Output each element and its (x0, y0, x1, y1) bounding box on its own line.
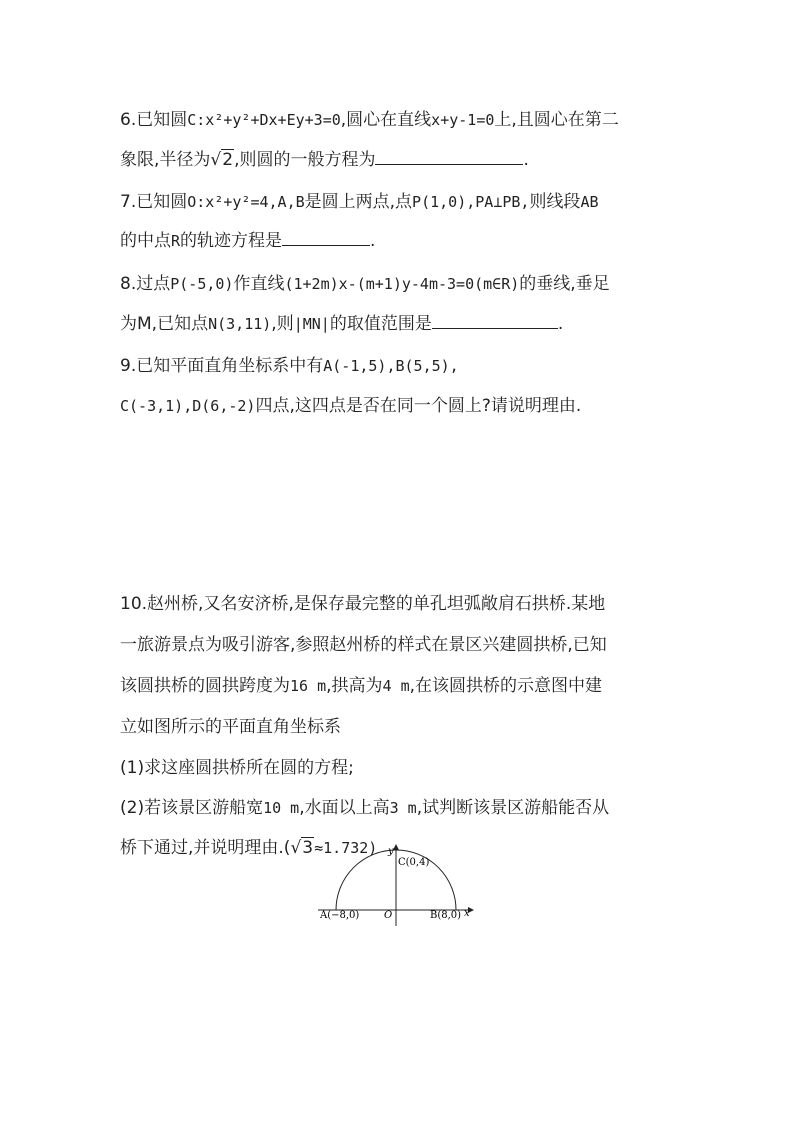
y-axis-arrow-icon (393, 844, 399, 850)
q9-text-a: 9.已知平面直角坐标系中有 (120, 356, 324, 376)
q10-span-value: 16 m (290, 677, 327, 695)
q10-boat-height: 3 m (389, 799, 417, 817)
q8-text-a: 8.过点 (120, 274, 171, 294)
q9-text-b: 四点,这四点是否在同一个圆上?请说明理由. (255, 396, 582, 416)
q9-points-ab: A(-1,5),B(5,5), (323, 357, 459, 375)
q7-text-d: 的中点 (120, 231, 171, 251)
q7-point-r: R (171, 232, 181, 250)
q10-line1: 10.赵州桥,又名安济桥,是保存最完整的单孔坦弧敞肩石拱桥.某地 (120, 594, 606, 614)
q7-period: . (370, 231, 376, 251)
q8-line2 (120, 312, 563, 336)
q10-line3 (120, 674, 602, 698)
origin-label: O (384, 910, 393, 921)
q7-line2 (120, 229, 375, 253)
q10-text-g: 桥下通过,并说明理由.( (120, 838, 291, 858)
q10-boat-width: 10 m (263, 799, 300, 817)
q6-radicand: 2 (222, 150, 234, 170)
q6-text-b: ,圆心在直线 (340, 110, 432, 130)
q10-radicand: 3 (302, 838, 314, 858)
q7-text-a: 7.已知圆 (120, 192, 188, 212)
q10-text-c: ,在该圆拱桥的示意图中建 (409, 676, 603, 696)
q8-answer-blank[interactable] (432, 312, 558, 329)
q7-circle-equation: O:x²+y²=4,A,B (187, 193, 305, 211)
q8-text-f: 的取值范围是 (329, 314, 432, 334)
q8-text-c: 的垂线,垂足 (519, 274, 610, 294)
q8-text-d: 为M,已知点 (120, 314, 209, 334)
y-axis-label: y (388, 846, 394, 857)
q9-points-cd: C(-3,1),D(6,-2) (120, 397, 256, 415)
q6-text-a: 6.已知圆 (120, 110, 188, 130)
q10-subq1: (1)求这座圆拱桥所在圆的方程; (120, 758, 354, 778)
q7-answer-blank[interactable] (282, 229, 370, 246)
q8-point-p: P(-5,0) (170, 275, 234, 293)
q9-line2 (120, 394, 581, 418)
q7-text-c: 则线段 (529, 192, 581, 212)
q10-line2: 一旅游景点为吸引游客,参照赵州桥的样式在景区兴建圆拱桥,已知 (120, 635, 607, 655)
point-c-label: C(0,4) (398, 857, 430, 868)
q6-period: . (523, 150, 529, 170)
q7-text-b: 是圆上两点,点 (304, 192, 413, 212)
q7-segment-ab: AB (580, 193, 599, 211)
q6-circle-equation: C:x²+y²+Dx+Ey+3=0 (187, 111, 341, 129)
point-b-label: B(8,0) (430, 910, 462, 921)
q10-approx-value: ≈1.732) (314, 839, 378, 857)
q6-text-c: 上,且圆心在第二 (494, 110, 619, 130)
q6-text-e: ,则圆的一般方程为 (234, 150, 376, 170)
q6-text-d: 象限,半径为 (120, 150, 211, 170)
arch-bridge-figure (318, 842, 480, 926)
q8-period: . (557, 314, 564, 334)
q10-text-f: ,试判断该景区游船能否从 (416, 798, 610, 818)
q6-answer-blank[interactable] (375, 148, 523, 165)
q8-text-b: 作直线 (233, 274, 285, 294)
q10-subq2-line1 (120, 796, 609, 820)
q7-point-p: P(1,0),PA⊥PB, (412, 193, 530, 211)
sqrt-symbol: √2 (210, 150, 234, 170)
sqrt-symbol: √3 (290, 838, 314, 858)
q9-line1 (120, 354, 459, 378)
q10-text-d: (2)若该景区游船宽 (120, 798, 264, 818)
q8-mn-abs: |MN| (293, 315, 330, 333)
q10-height-value: 4 m (382, 677, 410, 695)
q10-text-b: ,拱高为 (326, 676, 383, 696)
q8-text-e: ,则 (271, 314, 294, 334)
q8-line1 (120, 272, 610, 296)
q7-text-e: 的轨迹方程是 (180, 231, 283, 251)
q6-line-equation: x+y-1=0 (431, 111, 495, 129)
q6-line2 (120, 148, 529, 172)
q8-line-equation: (1+2m)x-(m+1)y-4m-3=0(m∈R) (284, 275, 520, 293)
q7-line1 (120, 190, 599, 214)
x-axis-label: x (464, 908, 470, 919)
q10-text-a: 该圆拱桥的圆拱跨度为 (120, 676, 290, 696)
q6-line1 (120, 108, 619, 132)
q8-point-n: N(3,11) (208, 315, 272, 333)
q10-line4: 立如图所示的平面直角坐标系 (120, 717, 341, 737)
q10-text-e: ,水面以上高 (299, 798, 390, 818)
point-a-label: A(−8,0) (320, 910, 360, 921)
